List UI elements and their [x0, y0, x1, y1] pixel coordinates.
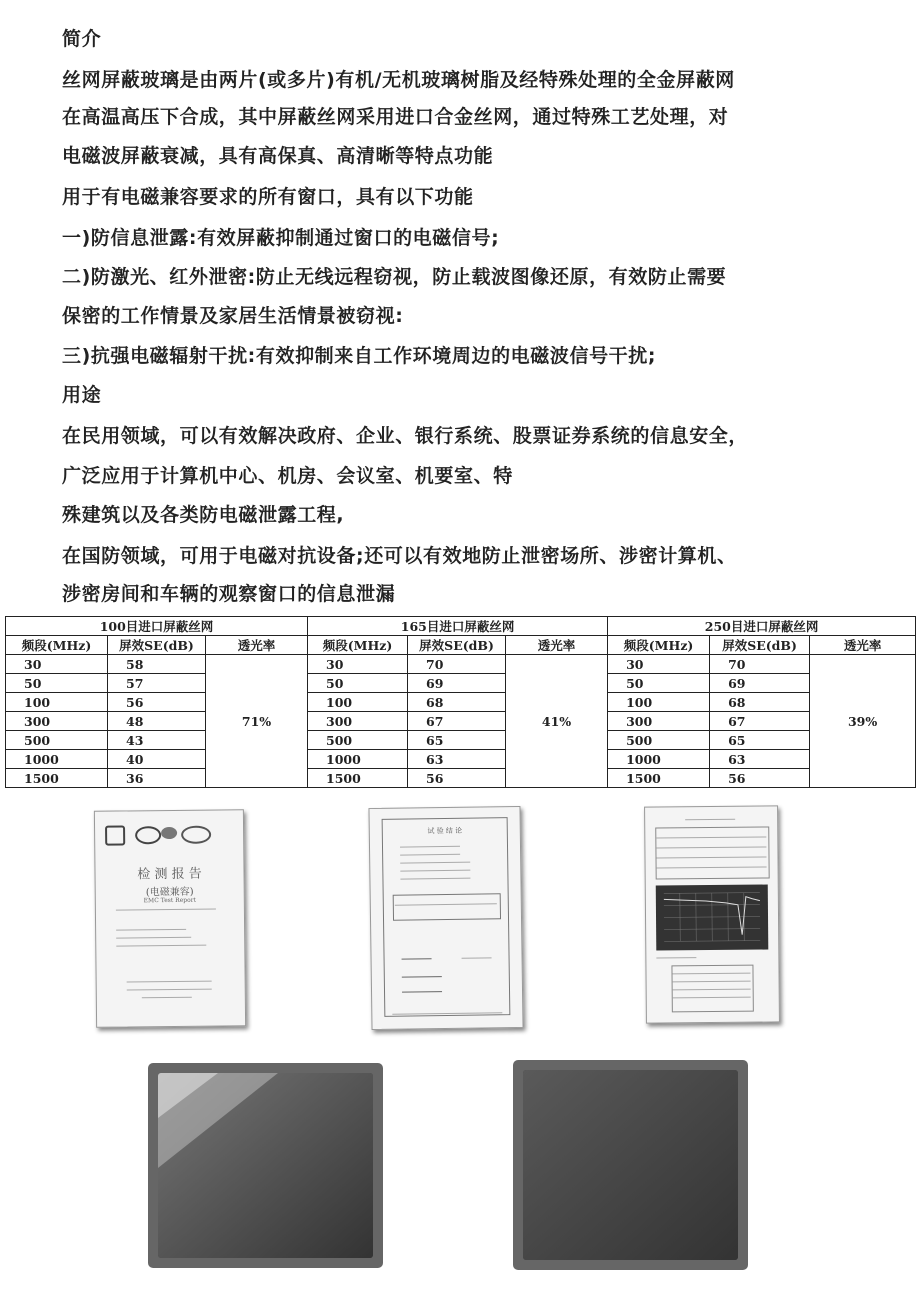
- transmittance-cell: 71%: [206, 655, 308, 788]
- table-row: [6, 769, 916, 788]
- freq-cell: 100: [608, 693, 710, 712]
- transmittance-cell: 39%: [810, 655, 916, 788]
- table-row: [6, 712, 916, 731]
- col-header-trans: 透光率: [206, 636, 308, 655]
- freq-cell: 30: [608, 655, 710, 674]
- freq-cell: 50: [6, 674, 108, 693]
- se-cell: 69: [408, 674, 506, 693]
- freq-cell: 50: [308, 674, 408, 693]
- se-cell: 68: [408, 693, 506, 712]
- cma-logo-icon: [135, 826, 161, 844]
- test-conclusion-photo: [368, 806, 523, 1030]
- col-header-freq: 频段(MHz): [6, 636, 108, 655]
- usage-line: 在民用领域，可以有效解决政府、企业、银行系统、股票证券系统的信息安全，: [62, 425, 749, 447]
- test-data-report-photo: [644, 805, 780, 1023]
- se-cell: 43: [108, 731, 206, 750]
- se-cell: 58: [108, 655, 206, 674]
- freq-cell: 1500: [608, 769, 710, 788]
- freq-cell: 1500: [6, 769, 108, 788]
- freq-cell: 1500: [308, 769, 408, 788]
- freq-cell: 1000: [608, 750, 710, 769]
- group-title: 165目进口屏蔽丝网: [308, 617, 608, 636]
- se-cell: 48: [108, 712, 206, 731]
- intro-line: 保密的工作情景及家居生活情景被窃视:: [62, 305, 404, 327]
- freq-cell: 300: [308, 712, 408, 731]
- shielding-glass-panel: [148, 1063, 383, 1268]
- se-cell: 70: [408, 655, 506, 674]
- se-cell: 57: [108, 674, 206, 693]
- report-title: 检 测 报 告: [137, 866, 202, 883]
- intro-line: 三)抗强电磁辐射干扰:有效抑制来自工作环境周边的电磁波信号干扰;: [62, 345, 657, 367]
- se-cell: 36: [108, 769, 206, 788]
- freq-cell: 500: [6, 731, 108, 750]
- seal-icon: [161, 827, 177, 839]
- freq-cell: 100: [308, 693, 408, 712]
- freq-cell: 300: [6, 712, 108, 731]
- report-title: 试 验 结 论: [427, 826, 463, 836]
- shielding-spec-table: [5, 616, 916, 788]
- intro-line: 丝网屏蔽玻璃是由两片(或多片)有机/无机玻璃树脂及经特殊处理的全金屏蔽网: [62, 69, 735, 91]
- usage-line: 殊建筑以及各类防电磁泄露工程,: [62, 504, 345, 526]
- intro-line: 二)防激光、红外泄密:防止无线远程窃视，防止载波图像还原，有效防止需要: [62, 266, 727, 288]
- freq-cell: 1000: [6, 750, 108, 769]
- col-header-se: 屏效SE(dB): [710, 636, 810, 655]
- intro-line: 在高温高压下合成，其中屏蔽丝网采用进口合金丝网，通过特殊工艺处理，对: [62, 106, 729, 128]
- group-title: 100目进口屏蔽丝网: [6, 617, 308, 636]
- table-row: [6, 674, 916, 693]
- freq-cell: 500: [308, 731, 408, 750]
- usage-line: 涉密房间和车辆的观察窗口的信息泄漏: [62, 583, 396, 605]
- freq-cell: 300: [608, 712, 710, 731]
- se-cell: 63: [408, 750, 506, 769]
- freq-cell: 500: [608, 731, 710, 750]
- group-title: 250目进口屏蔽丝网: [608, 617, 916, 636]
- logo-icon: [105, 825, 125, 845]
- col-header-freq: 频段(MHz): [608, 636, 710, 655]
- se-cell: 63: [710, 750, 810, 769]
- col-header-se: 屏效SE(dB): [108, 636, 206, 655]
- intro-line: 用于有电磁兼容要求的所有窗口，具有以下功能: [62, 186, 474, 208]
- spectrum-plot: [656, 885, 769, 951]
- intro-line: 一)防信息泄露:有效屏蔽抑制通过窗口的电磁信号;: [62, 227, 500, 249]
- freq-cell: 100: [6, 693, 108, 712]
- col-header-trans: 透光率: [506, 636, 608, 655]
- freq-cell: 50: [608, 674, 710, 693]
- table-row: [6, 693, 916, 712]
- col-header-freq: 频段(MHz): [308, 636, 408, 655]
- intro-heading: 简介: [62, 28, 102, 50]
- table-row: [6, 731, 916, 750]
- shielding-glass-panel: [513, 1060, 748, 1270]
- cnas-logo-icon: [181, 826, 211, 844]
- usage-line: 广泛应用于计算机中心、机房、会议室、机要室、特: [62, 465, 513, 487]
- freq-cell: 30: [6, 655, 108, 674]
- se-cell: 56: [408, 769, 506, 788]
- se-cell: 40: [108, 750, 206, 769]
- emc-test-report-photo: [94, 809, 246, 1028]
- col-header-se: 屏效SE(dB): [408, 636, 506, 655]
- intro-line: 电磁波屏蔽衰减，具有高保真、高清晰等特点功能: [62, 145, 494, 167]
- transmittance-cell: 41%: [506, 655, 608, 788]
- table-row: [6, 750, 916, 769]
- freq-cell: 30: [308, 655, 408, 674]
- usage-heading: 用途: [62, 384, 102, 406]
- se-cell: 68: [710, 693, 810, 712]
- report-en-title: EMC Test Report: [143, 896, 197, 905]
- se-cell: 56: [108, 693, 206, 712]
- col-header-trans: 透光率: [810, 636, 916, 655]
- report-subtitle: (电磁兼容): [145, 886, 194, 899]
- usage-line: 在国防领域，可用于电磁对抗设备;还可以有效地防止泄密场所、涉密计算机、: [62, 545, 737, 567]
- se-cell: 69: [710, 674, 810, 693]
- se-cell: 70: [710, 655, 810, 674]
- se-cell: 67: [408, 712, 506, 731]
- se-cell: 56: [710, 769, 810, 788]
- freq-cell: 1000: [308, 750, 408, 769]
- se-cell: 67: [710, 712, 810, 731]
- se-cell: 65: [408, 731, 506, 750]
- table-row: [6, 655, 916, 674]
- se-cell: 65: [710, 731, 810, 750]
